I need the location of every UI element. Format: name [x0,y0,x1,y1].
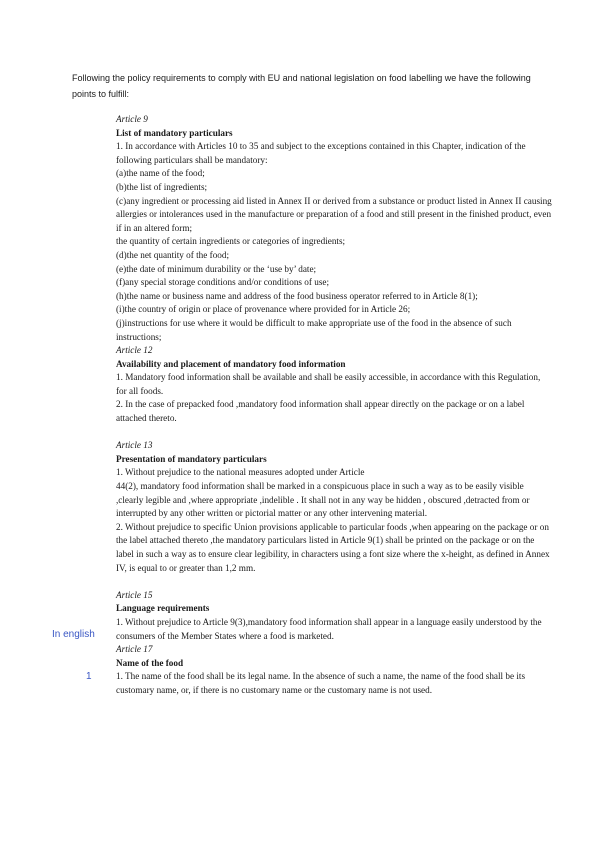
spacer [116,575,552,589]
article-13-paragraph-1a: 1. Without prejudice to the national measures adopted under Article [116,467,365,478]
article-12-paragraph-1: 1. Mandatory food information shall be available and shall be easily accessible, in accordance with this Regulation, for all foods. [116,372,541,396]
article-9-item-c-quantity: the quantity of certain ingredients or categories of ingredients; [116,236,346,247]
article-9-item-i: (i)the country of origin or place of provenance where provided for in Article 26; [116,304,411,315]
article-12-label: Article 12 [116,345,153,356]
article-12-heading: Availability and placement of mandatory food information [116,358,346,369]
intro-paragraph: Following the policy requirements to comply with EU and national legislation on food labelling we have the following points to fulfill: [72,73,531,99]
margin-note-in-english: In english [52,629,95,640]
article-9-item-a: (a)the name of the food; [116,168,205,179]
article-9-heading: List of mandatory particulars [116,127,233,138]
article-13-heading: Presentation of mandatory particulars [116,453,267,464]
article-9-item-j: (j)instructions for use where it would be difficult to make appropriate use of the food in the absence of such instructions; [116,317,512,342]
article-9-item-c: (c)any ingredient or processing aid listed in Annex II or derived from a substance or product listed in Annex II causing allergies or intolerances used in the manufacture or preparation of a food and still present in the finished product, even if in an altered form; [116,195,552,233]
article-9-label: Article 9 [116,114,148,124]
article-9-item-e: (e)the date of minimum durability or the ‘use by’ date; [116,263,317,274]
article-17-heading: Name of the food [116,657,184,668]
article-9-item-h: (h)the name or business name and address of the food business operator referred to in Article 8(1); [116,290,478,301]
margin-note-number: 1 [86,671,92,682]
article-9-item-d: (d)the net quantity of the food; [116,249,230,260]
document-body [116,113,552,698]
article-13-paragraph-2: 2. Without prejudice to specific Union provisions applicable to particular foods ,when appearing on the package or on the label attached thereto ,the mandatory particulars listed in Article 9(1) shall be printed on the package or on the label in such a way as to ensure clear legibility, in characters using a font size where the x-height, as defined in Annex IV, is equal to or greater than 1,2 mm. [116,521,550,573]
article-17-paragraph-1: 1. The name of the food shall be its legal name. In the absence of such a name, the name of the food shall be its customary name, or, if there is no customary name or the customary name is not used. [116,671,526,695]
article-12-paragraph-2: 2. In the case of prepacked food ,mandatory food information shall appear directly on the package or on a label attached thereto. [116,399,525,424]
article-13-paragraph-1b: 44(2), mandatory food information shall be marked in a conspicuous place in such a way as to be easily visible ,clearly legible and ,where appropriate ,indelible . It shall not in any way be hidden , obscured ,detracted from or [116,481,530,505]
article-17-label: Article 17 [116,644,153,655]
article-9-item-f: (f)any special storage conditions and/or conditions of use; [116,277,330,288]
article-13-paragraph-1c: interrupted by any other written or pictorial matter or any other intervening material. [116,508,427,519]
spacer [116,426,552,440]
article-15-heading: Language requirements [116,603,210,614]
article-9-paragraph-1: 1. In accordance with Articles 10 to 35 and subject to the exceptions contained in this Chapter, indication of the following particulars shall be mandatory: [116,141,526,165]
article-15-label: Article 15 [116,589,153,600]
article-15-paragraph-1: 1. Without prejudice to Article 9(3),mandatory food information shall appear in a language easily understood by the consumers of the Member States where a food is marketed. [116,616,542,641]
article-13-label: Article 13 [116,440,153,451]
article-9-item-b: (b)the list of ingredients; [116,181,208,192]
